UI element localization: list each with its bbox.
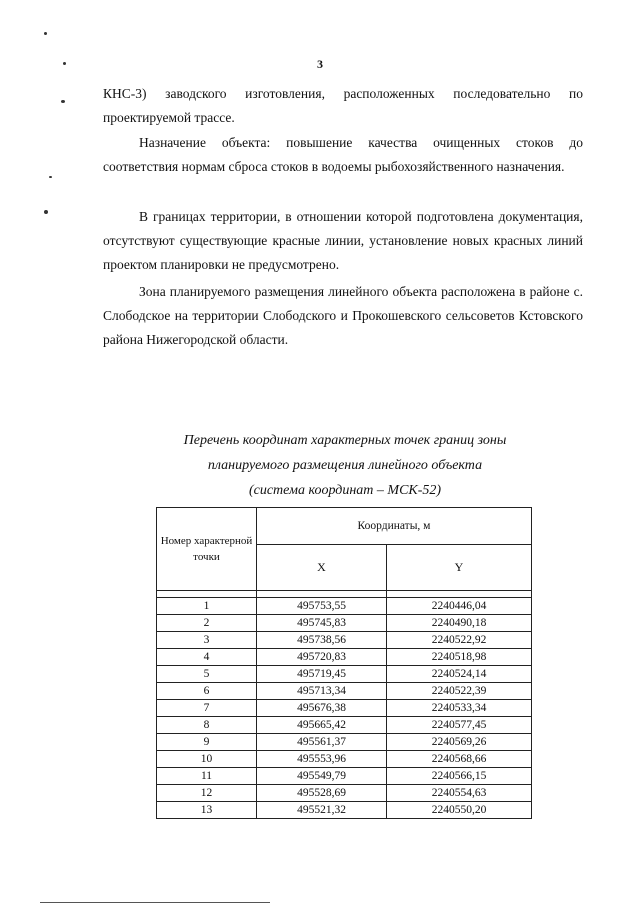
cell-x: 495521,32 bbox=[257, 802, 387, 819]
coordinates-table bbox=[156, 507, 532, 819]
table-row bbox=[157, 700, 532, 717]
cell-x: 495665,42 bbox=[257, 717, 387, 734]
cell-x: 495745,83 bbox=[257, 615, 387, 632]
cell-point-number: 6 bbox=[157, 683, 257, 700]
cell-y: 2240522,39 bbox=[387, 683, 532, 700]
cell-x: 495553,96 bbox=[257, 751, 387, 768]
paragraph-pumping-stations: КНС-3) заводского изготовления, расположенных последовательно по проектируемой трассе. bbox=[103, 86, 583, 125]
header-x: X bbox=[257, 545, 387, 591]
cell-y: 2240554,63 bbox=[387, 785, 532, 802]
cell-y: 2240518,98 bbox=[387, 649, 532, 666]
cell-x: 495719,45 bbox=[257, 666, 387, 683]
cell-point-number: 12 bbox=[157, 785, 257, 802]
cell-point-number: 2 bbox=[157, 615, 257, 632]
scan-speck bbox=[61, 100, 65, 103]
cell-y: 2240577,45 bbox=[387, 717, 532, 734]
paragraph-red-lines: В границах территории, в отношении которой подготовлена документация, отсутствуют существующие красные линии, установление новых красных линий проектом планировки не предусмотрено. bbox=[103, 209, 583, 272]
paragraph-location: Зона планируемого размещения линейного объекта расположена в районе с. Слободское на территории Слободского и Прокошевского сельсоветов Кстовского района Нижегородской области. bbox=[103, 284, 583, 347]
coordinates-rows bbox=[157, 598, 532, 819]
table-row bbox=[157, 598, 532, 615]
cell-point-number: 9 bbox=[157, 734, 257, 751]
cell-y: 2240569,26 bbox=[387, 734, 532, 751]
cell-y: 2240490,18 bbox=[387, 615, 532, 632]
header-gap-row bbox=[157, 591, 532, 598]
cell-point-number: 7 bbox=[157, 700, 257, 717]
cell-point-number: 10 bbox=[157, 751, 257, 768]
cell-point-number: 8 bbox=[157, 717, 257, 734]
cell-y: 2240446,04 bbox=[387, 598, 532, 615]
table-row bbox=[157, 666, 532, 683]
table-row bbox=[157, 768, 532, 785]
table-caption-line: планируемого размещения линейного объекта bbox=[207, 458, 483, 473]
cell-x: 495549,79 bbox=[257, 768, 387, 785]
cell-x: 495676,38 bbox=[257, 700, 387, 717]
scan-speck bbox=[44, 32, 47, 35]
cell-y: 2240550,20 bbox=[387, 802, 532, 819]
table-caption-line: Перечень координат характерных точек границ зоны bbox=[183, 433, 507, 448]
table-row bbox=[157, 734, 532, 751]
cell-point-number: 11 bbox=[157, 768, 257, 785]
table-row bbox=[157, 632, 532, 649]
table-row bbox=[157, 649, 532, 666]
cell-point-number: 1 bbox=[157, 598, 257, 615]
header-coordinates: Координаты, м bbox=[257, 508, 532, 545]
paragraph-purpose: Назначение объекта: повышение качества очищенных стоков до соответствия нормам сброса стоков в водоемы рыбохозяйственного назначения. bbox=[103, 135, 583, 174]
header-point-number: Номер характерной точки bbox=[157, 508, 257, 591]
table-caption bbox=[100, 428, 590, 503]
cell-y: 2240533,34 bbox=[387, 700, 532, 717]
scan-speck bbox=[44, 210, 48, 214]
cell-x: 495713,34 bbox=[257, 683, 387, 700]
cell-y: 2240566,15 bbox=[387, 768, 532, 785]
table-row bbox=[157, 717, 532, 734]
page-number: 3 bbox=[317, 57, 323, 71]
cell-y: 2240568,66 bbox=[387, 751, 532, 768]
cell-point-number: 3 bbox=[157, 632, 257, 649]
cell-x: 495528,69 bbox=[257, 785, 387, 802]
cell-point-number: 13 bbox=[157, 802, 257, 819]
cell-x: 495753,55 bbox=[257, 598, 387, 615]
table-row bbox=[157, 683, 532, 700]
table-caption-line: (система координат – МСК-52) bbox=[248, 483, 442, 498]
scan-speck bbox=[49, 176, 52, 178]
cell-x: 495738,56 bbox=[257, 632, 387, 649]
table-row bbox=[157, 615, 532, 632]
cell-y: 2240524,14 bbox=[387, 666, 532, 683]
table-row bbox=[157, 751, 532, 768]
header-y: Y bbox=[387, 545, 532, 591]
cell-x: 495561,37 bbox=[257, 734, 387, 751]
table-row bbox=[157, 802, 532, 819]
cell-y: 2240522,92 bbox=[387, 632, 532, 649]
cell-point-number: 5 bbox=[157, 666, 257, 683]
cell-x: 495720,83 bbox=[257, 649, 387, 666]
cell-point-number: 4 bbox=[157, 649, 257, 666]
table-row bbox=[157, 785, 532, 802]
scan-edge-line bbox=[40, 902, 270, 903]
